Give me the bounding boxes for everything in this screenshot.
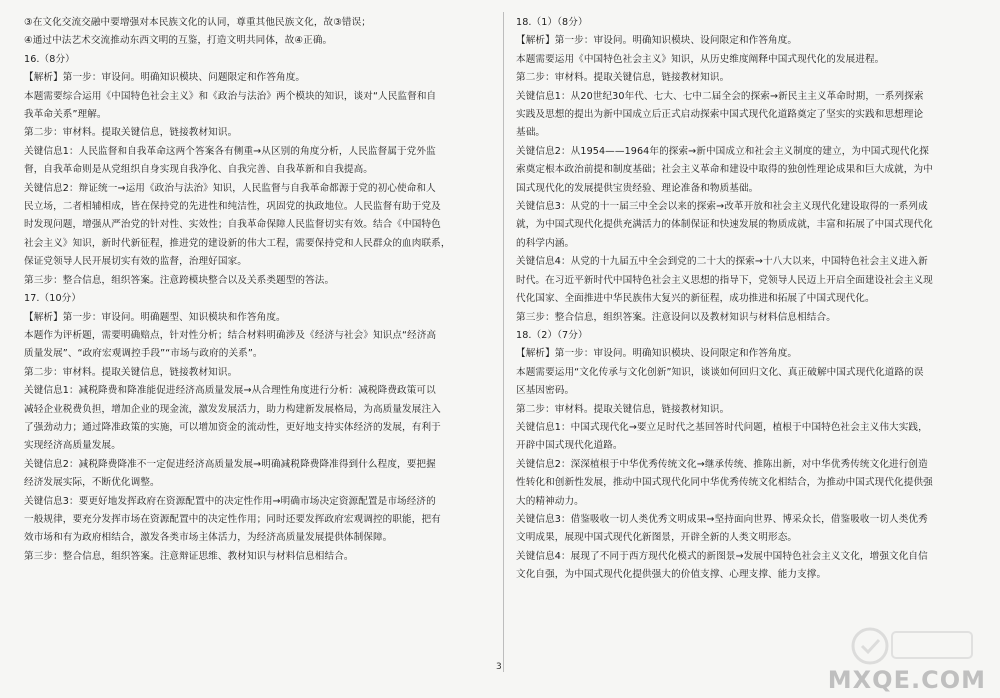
text-line: 我革命关系”理解。 (24, 109, 107, 121)
column-divider (503, 12, 504, 672)
text-line: 时代。在习近平新时代中国特色社会主义思想的指导下，党领导人民迈上开启全面建设社会主义现 (516, 274, 933, 286)
text-line: 关键信息2：减税降费降准不一定促进经济高质量发展→明确减税降费降准得到什么程度，要把握 (24, 458, 436, 470)
text-line: 关键信息3：要更好地发挥政府在资源配置中的决定性作用→明确市场决定资源配置是市场经济的 (24, 495, 436, 507)
text-line: 代化国家、全面推进中华民族伟大复兴的新征程，成功推进和拓展了中国式现代化。 (516, 293, 875, 305)
text-line: 第二步：审材料。提取关键信息，链接教材知识。 (516, 403, 730, 415)
text-line: ④通过中法艺术交流推动东西文明的互鉴，打造文明共同体，故④正确。 (24, 35, 333, 47)
text-line: 关键信息1：中国式现代化→要立足时代之基回答时代问题，植根于中国特色社会主义伟大实践， (516, 421, 928, 433)
text-line: 实现经济高质量发展。 (24, 440, 121, 452)
text-line: 就，为中国式现代化提供充满活力的体制保证和快速发展的物质成就，丰富和拓展了中国式现代化 (516, 219, 933, 231)
text-line: 关键信息4：展现了不同于西方现代化模式的新图景→发展中国特色社会主义文化，增强文化自信 (516, 550, 928, 562)
text-line: 【解析】第一步：审设问。明确知识模块、设问限定和作答角度。 (516, 35, 798, 47)
text-line: 本题需要综合运用《中国特色社会主义》和《政治与法治》两个模块的知识，谈对“人民监督和自 (24, 90, 437, 102)
text-line: 索奠定根本政治前提和制度基础；社会主义革命和建设中取得的独创性理论成果和巨大成就，为中 (516, 164, 933, 176)
text-line: 时发现问题，增强从严治党的针对性、实效性；自我革命保障人民监督切实有效。结合《中国特色 (24, 219, 441, 231)
text-line: 文化自强，为中国式现代化提供强大的价值支撑、心理支撑、能力支撑。 (516, 569, 827, 581)
text-line: 第二步：审材料。提取关键信息，链接教材知识。 (24, 366, 238, 378)
text-line: 大的精神动力。 (516, 495, 584, 507)
text-line: 减轻企业税费负担，增加企业的现金流，激发发展活力，助力构建新发展格局，为高质量发展注入 (24, 403, 441, 415)
text-line: 17.（10分） (24, 293, 82, 305)
text-line: 关键信息1：从20世纪30年代、七大、七中二届全会的探索→新民主主义革命时期，一系列探索 (516, 90, 924, 102)
text-line: 关键信息2：辩证统一→运用《政治与法治》知识，人民监督与自我革命都源于党的初心使命和人 (24, 182, 436, 194)
text-line: 基础。 (516, 127, 546, 139)
text-line: 经济发展实际，不断优化调整。 (24, 477, 160, 489)
text-line: 本题需要运用“文化传承与文化创新”知识，谈谈如何回归文化、真正破解中国式现代化道路的误 (516, 366, 924, 378)
text-line: ③在文化交流交融中要增强对本民族文化的认同，尊重其他民族文化，故③错误； (24, 17, 371, 28)
text-line: 第二步：审材料。提取关键信息，链接教材知识。 (516, 72, 730, 84)
text-line: 质量发展”、“政府宏观调控手段”“市场与政府的关系”。 (24, 348, 263, 360)
text-line: 关键信息4：从党的十九届五中全会到党的二十大的探索→十八大以来，中国特色社会主义进入新 (516, 256, 928, 268)
text-line: 区基因密码。 (516, 385, 575, 397)
text-line: 效市场和有为政府相结合，激发各类市场主体活力，为经济高质量发展提供体制保障。 (24, 532, 393, 544)
left-column (24, 14, 494, 566)
text-line: 关键信息2：深深植根于中华优秀传统文化→继承传统、推陈出新，对中华优秀传统文化进行创造 (516, 458, 928, 470)
text-line: 【解析】第一步：审设问。明确题型、知识模块和作答角度。 (24, 311, 286, 323)
watermark-url: MXQE.COM (827, 666, 986, 694)
text-line: 第三步：整合信息，组织答案。注意辩证思维、教材知识与材料信息相结合。 (24, 550, 354, 562)
page-number: 3 (496, 662, 502, 672)
text-line: 本题需要运用《中国特色社会主义》知识，从历史维度阐释中国式现代化的发展进程。 (516, 53, 885, 65)
text-line: 关键信息3：从党的十一届三中全会以来的探索→改革开放和社会主义现代化建设取得的一系列成 (516, 201, 928, 213)
text-line: 性转化和创新性发展，推动中国式现代化同中华优秀传统文化相结合，为推动中国式现代化提供强 (516, 477, 933, 489)
text-line: 实践及思想的提出为新中国成立后正式启动探索中国式现代化道路奠定了坚实的实践和思想理论 (516, 109, 924, 121)
text-line: 本题作为评析题，需要明确赔点，针对性分析；结合材料明确涉及《经济与社会》知识点“经济高 (24, 329, 437, 341)
text-line: 第三步：整合信息，组织答案。注意跨模块整合以及关系类题型的答法。 (24, 274, 335, 286)
text-line: 文明成果，展现中国式现代化新图景，开辟全新的人类文明形态。 (516, 532, 798, 544)
text-line: 16.（8分） (24, 53, 75, 65)
text-line: 开辟中国式现代化道路。 (516, 440, 623, 452)
text-line: 【解析】第一步：审设问。明确知识模块、问题限定和作答角度。 (24, 72, 306, 84)
text-line: 社会主义》知识，新时代新征程，推进党的建设新的伟大工程，需要保持党和人民群众的血肉联系， (24, 237, 451, 249)
text-line: 关键信息2：从1954——1964年的探索→新中国成立和社会主义制度的建立，为中国式现代化探 (516, 145, 929, 157)
text-line: 第二步：审材料。提取关键信息，链接教材知识。 (24, 127, 238, 139)
text-line: 的科学内涵。 (516, 237, 575, 249)
text-line: 督，自我革命则是从党组织自身实现自我净化、自我完善、自我革新和自我提高。 (24, 164, 373, 176)
text-line: 第三步：整合信息，组织答案。注意设问以及教材知识与材料信息相结合。 (516, 311, 836, 323)
text-line: 18.（2）（7分） (516, 329, 588, 341)
text-line: 了强劲动力；通过降准政策的实施，可以增加资金的流动性，更好地支持实体经济的发展，有利于 (24, 421, 441, 433)
text-line: 18.（1）（8分） (516, 17, 588, 28)
text-line: 国式现代化的发展提供宝贵经验、理论准备和物质基础。 (516, 182, 759, 194)
text-line: 关键信息3：借鉴吸收一切人类优秀文明成果→坚持面向世界、博采众长，借鉴吸收一切人类优秀 (516, 513, 928, 525)
text-line: 保证党领导人民开展切实有效的监督，治理好国家。 (24, 256, 247, 268)
text-line: 一般规律，要充分发挥市场在资源配置中的决定性作用；同时还要发挥政府宏观调控的职能，把有 (24, 513, 441, 525)
text-line: 民立场，二者相辅相成，皆在保持党的先进性和纯洁性，巩固党的执政地位。人民监督有助于党及 (24, 201, 441, 213)
text-line: 关键信息1：减税降费和降准能促进经济高质量发展→从合理性角度进行分析：减税降费政策可以 (24, 385, 436, 397)
text-line: 【解析】第一步：审设问。明确知识模块、设问限定和作答角度。 (516, 348, 798, 360)
right-column (516, 14, 982, 585)
text-line: 关键信息1：人民监督和自我革命这两个答案各有侧重→从区别的角度分析，人民监督属于党外监 (24, 145, 436, 157)
